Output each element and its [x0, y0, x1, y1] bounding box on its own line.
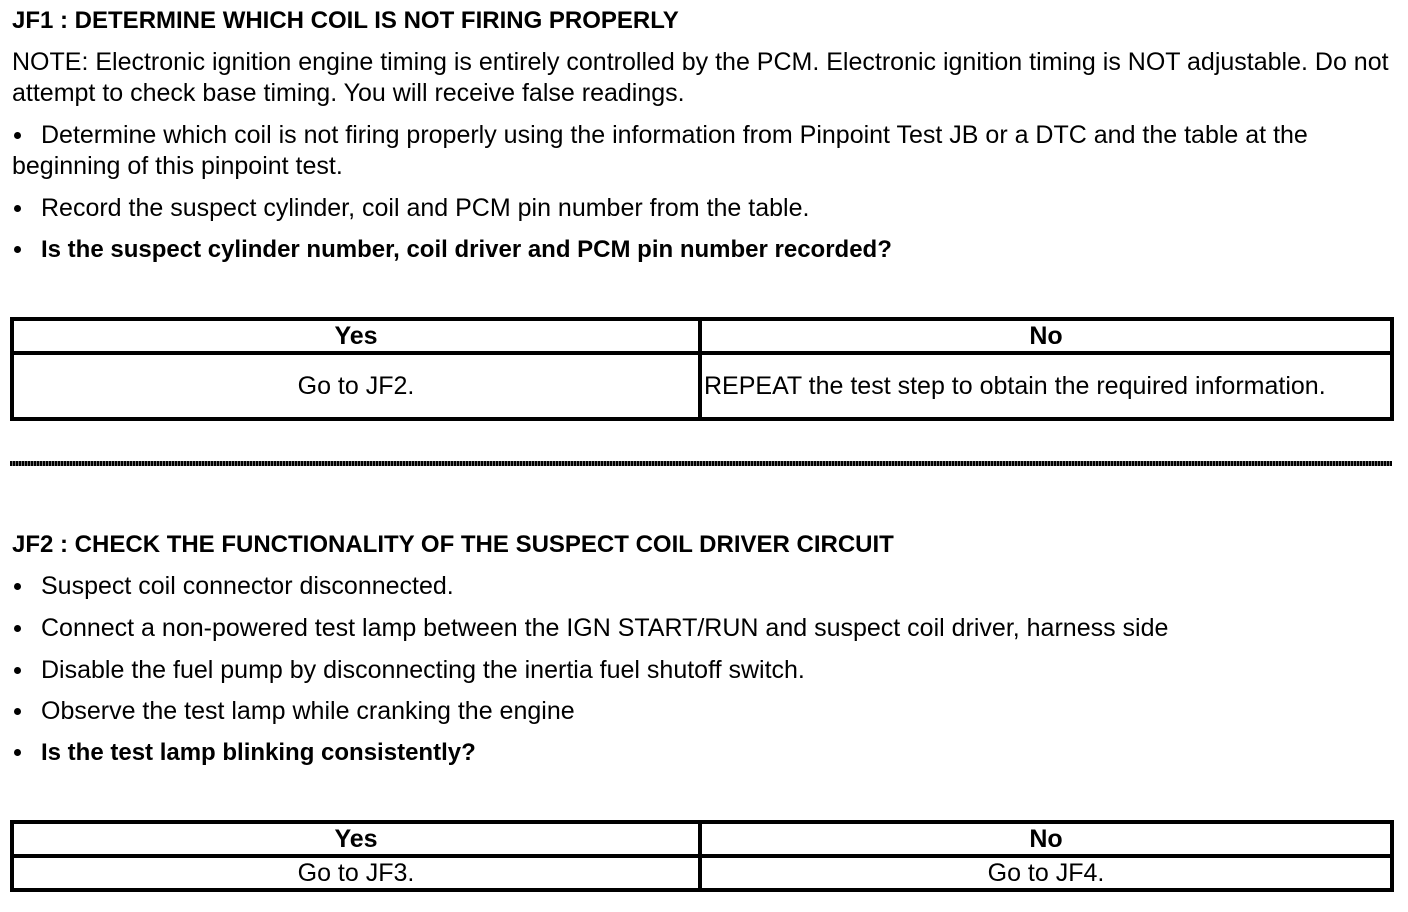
jf1-note: NOTE: Electronic ignition engine timing is entirely controlled by the PCM. Electronic ignition timing is NOT adjustable. Do not attempt to check base timing. You will receive false readings.: [12, 48, 1389, 107]
jf1-question-text: Is the suspect cylinder number, coil driver and PCM pin number recorded?: [41, 236, 892, 263]
jf1-result-table: [10, 317, 1394, 421]
jf1-bullet-2-text: Record the suspect cylinder, coil and PCM pin number from the table.: [41, 194, 810, 222]
jf2-question: [12, 737, 1397, 768]
jf1-no-header: No: [700, 319, 1392, 353]
bullet-dot-icon: [14, 749, 21, 756]
bullet-dot-icon: [14, 132, 21, 139]
jf1-heading: JF1 : DETERMINE WHICH COIL IS NOT FIRING PROPERLY: [12, 7, 679, 34]
jf2-result-table: [10, 820, 1394, 892]
jf2-bullet-3: [12, 655, 1397, 686]
jf1-bullet-1-text: Determine which coil is not firing properly using the information from Pinpoint Test JB or a DTC and the table at the beginning of this pinpoint test.: [12, 121, 1308, 180]
jf1-bullet-1: [12, 120, 1397, 182]
section-divider: [10, 461, 1392, 466]
jf2-bullet-2: [12, 613, 1397, 644]
bullet-dot-icon: [14, 625, 21, 632]
bullet-dot-icon: [14, 205, 21, 212]
jf2-no-action: Go to JF4.: [700, 856, 1392, 890]
jf1-question: [12, 234, 1397, 265]
jf1-bullet-2: [12, 193, 1397, 224]
jf2-bullet-4: [12, 696, 1397, 727]
jf2-yes-header: Yes: [12, 822, 700, 856]
jf1-no-action: REPEAT the test step to obtain the required information.: [700, 353, 1392, 419]
bullet-dot-icon: [14, 583, 21, 590]
jf2-bullet-2-text: Connect a non-powered test lamp between the IGN START/RUN and suspect coil driver, harness side: [41, 614, 1169, 642]
jf2-bullet-1: [12, 571, 1397, 602]
jf2-bullet-3-text: Disable the fuel pump by disconnecting the inertia fuel shutoff switch.: [41, 656, 805, 684]
jf2-yes-action: Go to JF3.: [12, 856, 700, 890]
jf2-bullet-1-text: Suspect coil connector disconnected.: [41, 572, 454, 600]
bullet-dot-icon: [14, 246, 21, 253]
bullet-dot-icon: [14, 708, 21, 715]
jf2-heading: JF2 : CHECK THE FUNCTIONALITY OF THE SUSPECT COIL DRIVER CIRCUIT: [12, 531, 894, 558]
jf2-no-header: No: [700, 822, 1392, 856]
jf2-bullet-4-text: Observe the test lamp while cranking the engine: [41, 697, 575, 725]
bullet-dot-icon: [14, 667, 21, 674]
jf1-yes-header: Yes: [12, 319, 700, 353]
jf2-question-text: Is the test lamp blinking consistently?: [41, 739, 476, 766]
jf1-yes-action: Go to JF2.: [12, 353, 700, 419]
